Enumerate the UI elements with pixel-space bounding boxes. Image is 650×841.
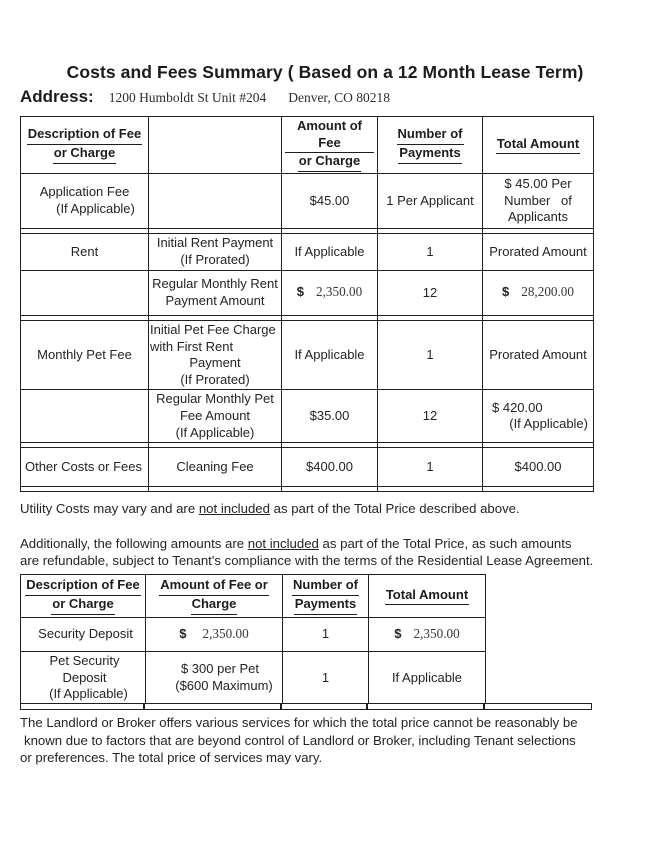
- cell-total: [483, 270, 594, 315]
- header-text: or Charge: [51, 596, 114, 615]
- cell-total: [483, 173, 594, 228]
- note-text: are refundable, subject to Tenant's compliance with the terms of the Residential Lease Agreement.: [20, 553, 594, 569]
- amount-value: 2,350.00: [316, 284, 363, 300]
- currency-symbol: $: [502, 284, 510, 300]
- separator-cell: [483, 487, 594, 492]
- currency-symbol: $: [296, 284, 305, 300]
- cell-subdescription: [149, 233, 282, 270]
- cell-description: Security Deposit: [21, 617, 146, 651]
- header-text: Total Amount: [496, 136, 580, 155]
- separator-cell: [21, 487, 149, 492]
- cell-line: $ 420.00: [492, 399, 543, 415]
- cell-payments: 1: [283, 617, 369, 651]
- cell-line: with First Rent: [150, 338, 234, 354]
- header-text: Amount of Fee: [285, 118, 374, 153]
- cell-line: (If Applicable): [56, 200, 135, 216]
- header-text: or Charge: [53, 145, 116, 164]
- cell-line: Application Fee: [39, 184, 130, 200]
- strip-divider: [483, 704, 485, 709]
- cell-amount: If Applicable: [282, 233, 378, 270]
- cell-line: Applicants: [508, 209, 568, 225]
- header-text: Number of: [397, 126, 464, 145]
- header-amount: [282, 117, 378, 174]
- note-additional-amounts: [20, 535, 612, 570]
- table-row-pet-initial: [21, 320, 594, 390]
- cell-amount: [282, 270, 378, 315]
- separator-cell: [282, 487, 378, 492]
- header-text: Charge: [191, 596, 238, 615]
- address-row: [20, 87, 650, 107]
- cell-payments: 1 Per Applicant: [378, 173, 483, 228]
- header-payments: [378, 117, 483, 174]
- cell-line: Initial Rent Payment: [156, 235, 274, 251]
- cell-line: Number of: [504, 192, 572, 208]
- cell-line: ($600 Maximum): [175, 677, 273, 693]
- cell-total: $400.00: [483, 448, 594, 487]
- note-text: The Landlord or Broker offers various services for which the total price cannot be reasonably be: [20, 715, 578, 731]
- cell-subdescription: [149, 320, 282, 390]
- cell-line: Payment Amount: [165, 292, 265, 308]
- cell-payments: 1: [378, 320, 483, 390]
- cell-subdescription: [149, 270, 282, 315]
- header-text: Description of Fee: [27, 126, 142, 145]
- table-header-row: [21, 574, 486, 617]
- header-blank: [149, 117, 282, 174]
- address-label: Address:: [20, 87, 94, 106]
- table-header-row: [21, 117, 594, 174]
- note-text: as part of the Total Price described above.: [269, 501, 520, 517]
- table-bottom-strip: [20, 703, 592, 710]
- table-row-pet-security-deposit: [21, 651, 486, 704]
- amount-value: 28,200.00: [521, 284, 574, 300]
- currency-symbol: $: [179, 625, 187, 641]
- note-text: Additionally, the following amounts are: [20, 535, 248, 551]
- strip-divider: [143, 704, 145, 709]
- table-row-pet-regular: [21, 390, 594, 443]
- cell-line: $ 300 per Pet: [180, 661, 260, 677]
- cell-amount: $45.00: [282, 173, 378, 228]
- cell-amount: [146, 651, 283, 704]
- header-payments: [283, 574, 369, 617]
- header-description: [21, 117, 149, 174]
- cell-line: (If Applicable): [509, 416, 588, 432]
- amount-value: 2,350.00: [413, 625, 460, 641]
- note-text: as part of the Total Price, as such amounts: [318, 535, 572, 551]
- currency-symbol: $: [394, 625, 402, 641]
- cell-line: $ 45.00 Per: [504, 175, 572, 191]
- cell-description: [21, 173, 149, 228]
- cell-line: Regular Monthly Pet: [156, 391, 274, 407]
- cell-payments: 1: [283, 651, 369, 704]
- cell-line: Deposit: [62, 669, 107, 685]
- cell-line: (If Prorated): [180, 371, 250, 387]
- cell-description: Rent: [21, 233, 149, 270]
- address-street: 1200 Humboldt St Unit #204: [108, 90, 267, 105]
- header-text: Payments: [294, 596, 357, 615]
- header-amount: [146, 574, 283, 617]
- cell-line: (If Applicable): [175, 424, 255, 440]
- note-text: known due to factors that are beyond control of Landlord or Broker, including Tenant selections: [24, 732, 576, 748]
- cell-total: [369, 617, 486, 651]
- cell-line: Regular Monthly Rent: [152, 276, 278, 292]
- cell-total: If Applicable: [369, 651, 486, 704]
- cell-line: Fee Amount: [179, 408, 251, 423]
- note-text: Utility Costs may vary and are: [20, 501, 199, 517]
- table-row-rent-regular: [21, 270, 594, 315]
- cell-description: [21, 270, 149, 315]
- header-text: Total Amount: [385, 587, 469, 606]
- table-row-rent-initial: [21, 233, 594, 270]
- note-text-underlined: not included: [247, 535, 319, 551]
- header-text: Amount of Fee or: [159, 577, 269, 596]
- separator-cell: [378, 487, 483, 492]
- fees-table-primary: [20, 116, 594, 492]
- cell-description: Monthly Pet Fee: [21, 320, 149, 390]
- table-row-other-costs: [21, 448, 594, 487]
- header-text: Number of: [292, 577, 359, 596]
- header-total: [483, 117, 594, 174]
- table-row-security-deposit: [21, 617, 486, 651]
- page-title: Costs and Fees Summary ( Based on a 12 Month Lease Term): [66, 62, 584, 82]
- cell-line: Payment: [189, 355, 241, 371]
- amount-value: 2,350.00: [202, 625, 249, 641]
- cell-total: Prorated Amount: [483, 233, 594, 270]
- cell-amount: [146, 617, 283, 651]
- header-text: Payments: [398, 145, 461, 164]
- cell-subdescription: [149, 173, 282, 228]
- cell-amount: $400.00: [282, 448, 378, 487]
- cell-subdescription: [149, 390, 282, 443]
- header-total: [369, 574, 486, 617]
- cell-line: Initial Pet Fee Charge: [150, 321, 276, 337]
- note-text-underlined: not included: [198, 501, 270, 517]
- cell-description: [21, 651, 146, 704]
- note-text: or preferences. The total price of services may vary.: [20, 750, 323, 766]
- strip-divider: [280, 704, 282, 709]
- cell-line: (If Prorated): [180, 251, 250, 267]
- cell-payments: 1: [378, 233, 483, 270]
- deposits-table: [20, 574, 486, 705]
- cell-amount: If Applicable: [282, 320, 378, 390]
- table-row-application-fee: [21, 173, 594, 228]
- cell-total: Prorated Amount: [483, 320, 594, 390]
- header-description: [21, 574, 146, 617]
- cell-total: [483, 390, 594, 443]
- header-text: or Charge: [298, 153, 361, 172]
- separator-row: [21, 487, 594, 492]
- cell-subdescription: Cleaning Fee: [149, 448, 282, 487]
- cell-line: Pet Security: [49, 652, 120, 668]
- cell-description: Other Costs or Fees: [21, 448, 149, 487]
- cell-amount: $35.00: [282, 390, 378, 443]
- address-city: Denver, CO 80218: [288, 90, 391, 105]
- note-landlord-services: [20, 714, 612, 767]
- separator-cell: [149, 487, 282, 492]
- cell-payments: 12: [378, 390, 483, 443]
- note-utility-costs: [20, 500, 612, 518]
- strip-divider: [366, 704, 368, 709]
- cell-line: (If Applicable): [49, 686, 128, 702]
- cell-payments: 1: [378, 448, 483, 487]
- header-text: Description of Fee: [25, 577, 140, 596]
- cell-payments: 12: [378, 270, 483, 315]
- cell-description: [21, 390, 149, 443]
